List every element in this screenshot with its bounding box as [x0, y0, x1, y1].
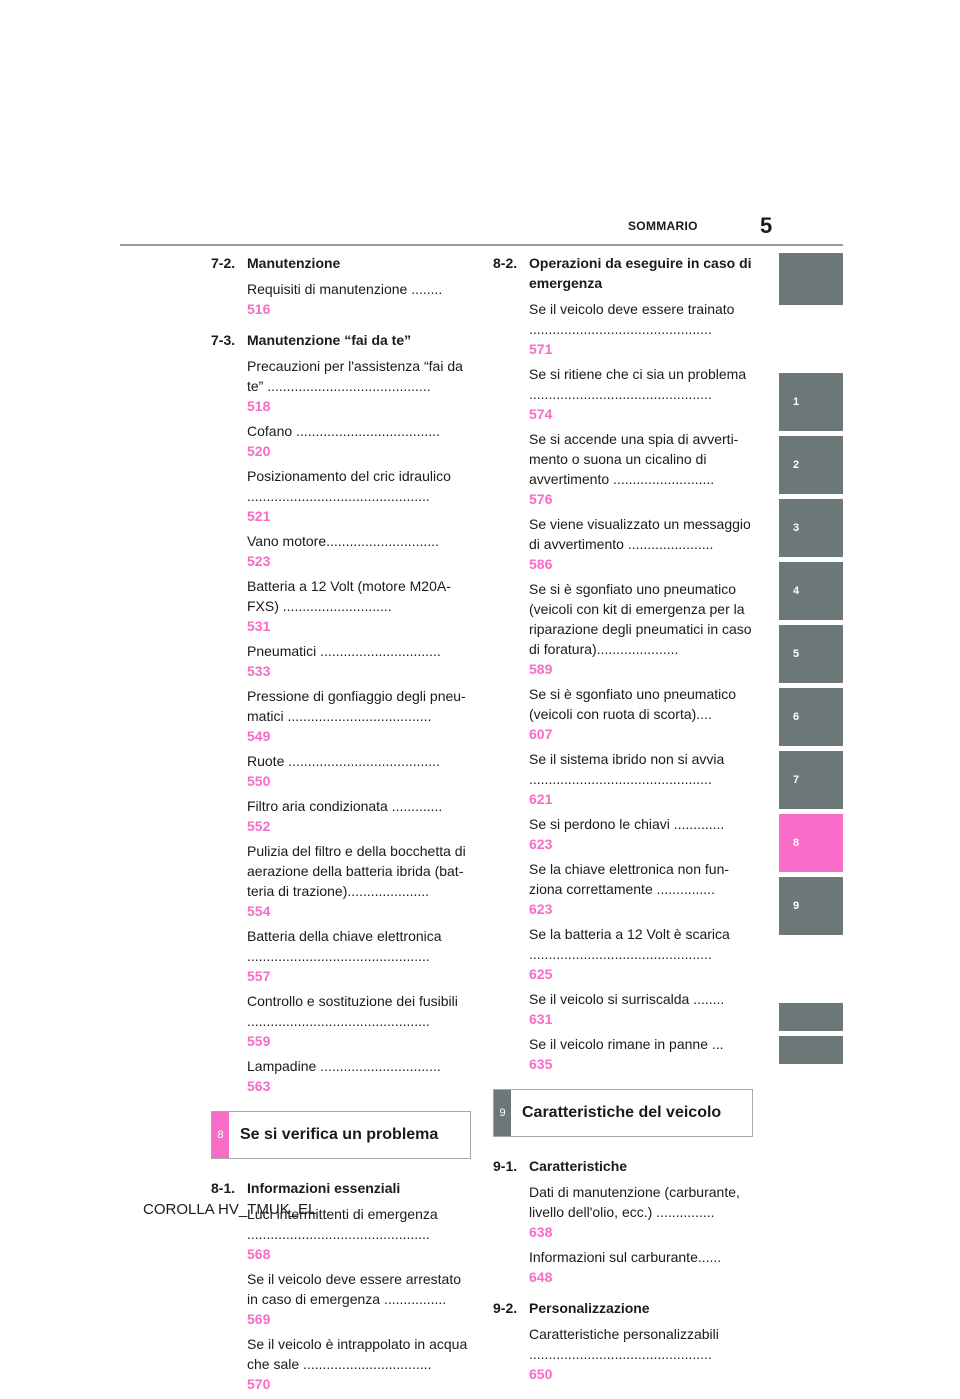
chapter-tab-blank[interactable]	[779, 1036, 843, 1064]
toc-entry[interactable]: Se la chiave elettronica non fun- ziona correttamente ............... 623	[529, 861, 730, 917]
page-ref: 521	[247, 508, 271, 524]
toc-entry[interactable]: Se il veicolo deve essere arrestato in caso di emergenza ................ 569	[247, 1271, 461, 1327]
page-ref: 549	[247, 728, 271, 744]
toc-entry[interactable]: Caratteristiche personalizzabili ............................................... 650	[529, 1326, 719, 1382]
running-header-title: SOMMARIO	[628, 219, 698, 233]
page-ref: 650	[529, 1366, 553, 1382]
toc-section-heading: 7-3. Manutenzione “fai da te”	[211, 332, 412, 348]
page-ref: 518	[247, 398, 271, 414]
page-ref: 638	[529, 1224, 553, 1240]
toc-entry[interactable]: Luci intermittenti di emergenza ............................................... 568	[247, 1206, 438, 1262]
chapter-tab-3[interactable]: 3	[779, 499, 843, 557]
toc-entry[interactable]: Se si è sgonfiato uno pneumatico (veicoli con ruota di scorta).... 607	[529, 686, 737, 742]
toc-column-left	[211, 253, 471, 1399]
page-ref: 571	[529, 341, 553, 357]
toc-section-heading: 9-1. Caratteristiche	[493, 1158, 628, 1174]
page-ref: 554	[247, 903, 271, 919]
toc-section-heading: 8-1. Informazioni essenziali	[211, 1180, 401, 1196]
page-ref: 568	[247, 1246, 271, 1262]
toc-entry[interactable]: Pneumatici ............................... 533	[247, 643, 441, 679]
chapter-heading-box[interactable]	[493, 1089, 753, 1137]
page-ref: 557	[247, 968, 271, 984]
toc-entry[interactable]: Se si ritiene che ci sia un problema ............................................... 574	[529, 366, 747, 422]
chapter-title: Se si verifica un problema	[240, 1126, 439, 1143]
page-ref: 635	[529, 1056, 553, 1072]
page-ref: 563	[247, 1078, 271, 1094]
chapter-tab-blank[interactable]	[779, 1003, 843, 1031]
page-ref: 576	[529, 491, 553, 507]
toc-entry[interactable]: Se il sistema ibrido non si avvia ............................................... 621	[529, 751, 725, 807]
toc-entry[interactable]: Pulizia del filtro e della bocchetta di aerazione della batteria ibrida (bat- teria di trazione)..................... 554	[247, 843, 466, 919]
page-ref: 621	[529, 791, 553, 807]
chapter-tab-6[interactable]: 6	[779, 688, 843, 746]
page-ref: 523	[247, 553, 271, 569]
toc-entry[interactable]: Se viene visualizzato un messaggio di avvertimento ...................... 586	[529, 516, 751, 572]
toc-entry[interactable]: Se si accende una spia di avverti- mento o suona un cicalino di avvertimento .......................... 576	[529, 431, 739, 507]
toc-entry[interactable]: Posizionamento del cric idraulico ............................................... 521	[247, 468, 451, 524]
page-ref: 589	[529, 661, 553, 677]
chapter-number-badge: 9	[494, 1090, 511, 1136]
page-ref: 559	[247, 1033, 271, 1049]
toc-entry[interactable]: Filtro aria condizionata ............. 552	[247, 798, 443, 834]
page-ref: 569	[247, 1311, 271, 1327]
chapter-tab-9[interactable]: 9	[779, 877, 843, 935]
toc-entry[interactable]: Cofano ..................................... 520	[247, 423, 440, 459]
toc-column-right	[493, 253, 753, 1389]
toc-entry[interactable]: Dati di manutenzione (carburante, livello dell'olio, ecc.) ............... 638	[529, 1184, 740, 1240]
toc-entry[interactable]: Se la batteria a 12 Volt è scarica ............................................... 625	[529, 926, 730, 982]
toc-entry[interactable]: Se il veicolo rimane in panne ... 635	[529, 1036, 724, 1072]
page-ref: 570	[247, 1376, 271, 1392]
page-ref: 623	[529, 836, 553, 852]
page-ref: 631	[529, 1011, 553, 1027]
document-code: COROLLA HV_TMUK_EL	[143, 1201, 317, 1218]
toc-entry[interactable]: Requisiti di manutenzione ........ 516	[247, 281, 443, 317]
header-rule	[120, 244, 843, 246]
toc-entry[interactable]: Precauzioni per l'assistenza “fai da te” .......................................... 518	[247, 358, 463, 414]
toc-entry[interactable]: Lampadine ............................... 563	[247, 1058, 441, 1094]
chapter-tab-5[interactable]: 5	[779, 625, 843, 683]
page-ref: 648	[529, 1269, 553, 1285]
chapter-tab-1[interactable]: 1	[779, 373, 843, 431]
toc-entry[interactable]: Se si è sgonfiato uno pneumatico (veicoli con kit di emergenza per la riparazione degli pneumatici in caso di foratura)..................... 589	[529, 581, 752, 677]
toc-entry[interactable]: Batteria a 12 Volt (motore M20A-FXS) ............................ 531	[247, 578, 451, 634]
toc-section-heading: 8-2. Operazioni da eseguire in caso di emergenza	[493, 255, 752, 291]
toc-entry[interactable]: Pressione di gonfiaggio degli pneu- matici ..................................... 549	[247, 688, 466, 744]
chapter-title: Caratteristiche del veicolo	[522, 1104, 722, 1121]
page-ref: 533	[247, 663, 271, 679]
page-ref: 574	[529, 406, 553, 422]
chapter-number-badge: 8	[212, 1112, 229, 1158]
toc-entry[interactable]: Informazioni sul carburante...... 648	[529, 1249, 722, 1285]
toc-section-heading: 7-2. Manutenzione	[211, 255, 341, 271]
chapter-tab-8[interactable]: 8	[779, 814, 843, 872]
toc-entry[interactable]: Ruote ....................................... 550	[247, 753, 440, 789]
page-ref: 520	[247, 443, 271, 459]
page-ref: 516	[247, 301, 271, 317]
toc-entry[interactable]: Se il veicolo deve essere trainato ............................................... 571	[529, 301, 735, 357]
toc-entry[interactable]: Se il veicolo è intrappolato in acqua che sale ................................. 570	[247, 1336, 468, 1392]
page-ref: 552	[247, 818, 271, 834]
page-ref: 623	[529, 901, 553, 917]
chapter-heading-box[interactable]	[211, 1111, 471, 1159]
toc-entry[interactable]: Controllo e sostituzione dei fusibili ............................................... 559	[247, 993, 458, 1049]
toc-entry[interactable]: Se si perdono le chiavi ............. 623	[529, 816, 725, 852]
page-ref: 586	[529, 556, 553, 572]
chapter-tab-2[interactable]: 2	[779, 436, 843, 494]
toc-entry[interactable]: Batteria della chiave elettronica ............................................... 557	[247, 928, 442, 984]
toc-entry[interactable]: Se il veicolo si surriscalda ........ 631	[529, 991, 725, 1027]
page-ref: 625	[529, 966, 553, 982]
chapter-tab-7[interactable]: 7	[779, 751, 843, 809]
page-ref: 531	[247, 618, 271, 634]
page-ref: 607	[529, 726, 553, 742]
page-ref: 550	[247, 773, 271, 789]
toc-section-heading: 9-2. Personalizzazione	[493, 1300, 650, 1316]
chapter-tab-4[interactable]: 4	[779, 562, 843, 620]
page-number: 5	[760, 213, 773, 238]
chapter-tab-blank[interactable]	[779, 253, 843, 305]
toc-entry[interactable]: Vano motore............................. 523	[247, 533, 439, 569]
